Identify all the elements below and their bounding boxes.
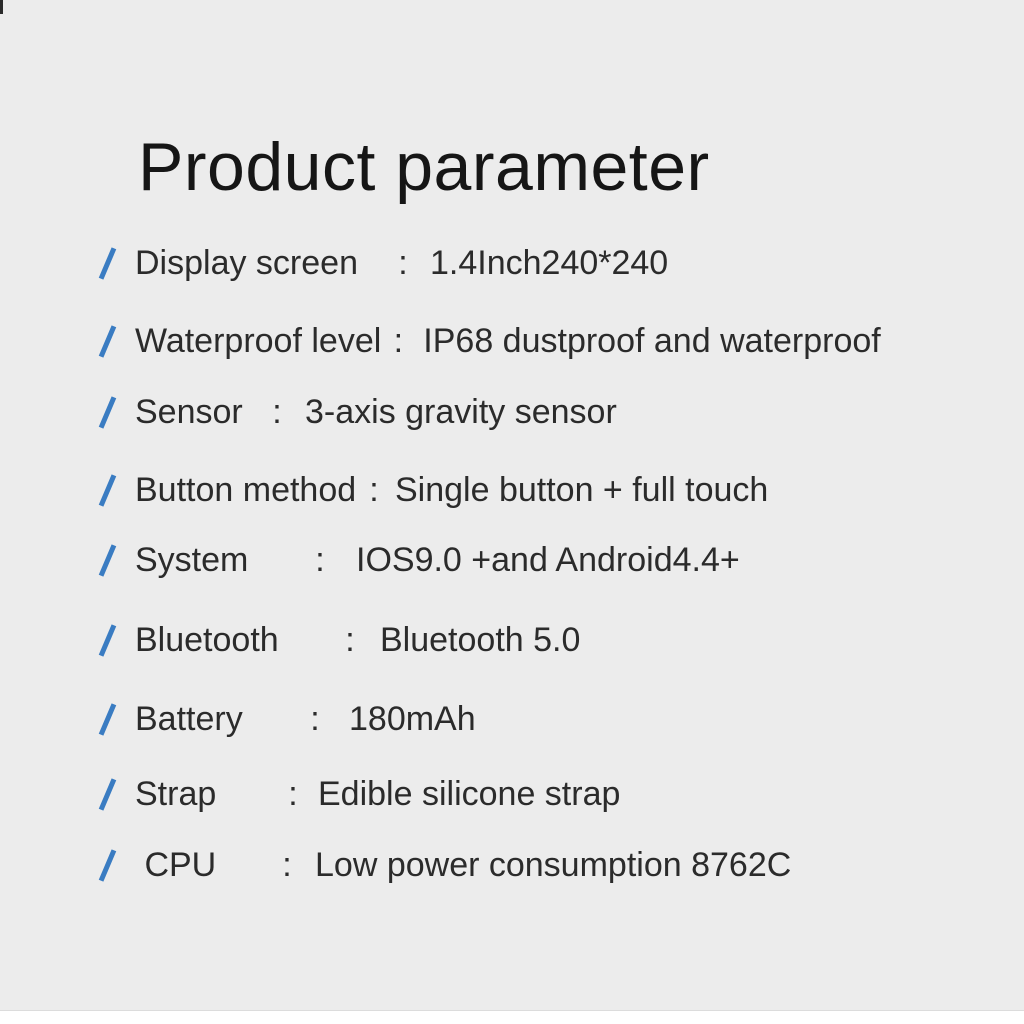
param-value: Bluetooth 5.0 (380, 620, 581, 659)
param-colon: : (272, 392, 282, 431)
slash-icon (95, 394, 119, 430)
param-value: IOS9.0 +and Android4.4+ (356, 540, 740, 579)
param-value: 3-axis gravity sensor (305, 392, 617, 431)
param-row-battery (95, 701, 476, 737)
slash-icon (95, 622, 119, 658)
param-colon: : (310, 699, 320, 738)
param-row-strap (95, 776, 620, 812)
slash-icon (95, 776, 119, 812)
param-row-cpu (95, 847, 791, 883)
slash-icon (95, 323, 119, 359)
param-value: 1.4Inch240*240 (430, 243, 669, 282)
param-label: Sensor (135, 392, 243, 431)
param-row-waterproof-level (95, 323, 881, 359)
param-colon: : (315, 540, 325, 579)
slash-icon (95, 245, 119, 281)
param-value: IP68 dustproof and waterproof (423, 321, 881, 360)
param-colon: : (288, 774, 298, 813)
edge-artifact-mark (0, 0, 3, 14)
param-label: Display screen (135, 243, 358, 282)
param-label: System (135, 540, 249, 579)
param-value: Low power consumption 8762C (315, 845, 792, 884)
param-value: Single button + full touch (395, 470, 769, 509)
param-colon: : (345, 620, 355, 659)
param-value: 180mAh (349, 699, 476, 738)
param-label: Battery (135, 699, 243, 738)
param-label: Bluetooth (135, 620, 279, 659)
page-title: Product parameter (138, 128, 710, 205)
param-row-button-method (95, 472, 768, 508)
param-colon: : (282, 845, 292, 884)
slash-icon (95, 542, 119, 578)
param-label: Strap (135, 774, 217, 813)
param-row-bluetooth (95, 622, 580, 658)
param-row-sensor (95, 394, 617, 430)
slash-icon (95, 701, 119, 737)
slash-icon (95, 472, 119, 508)
param-label: Waterproof level (135, 321, 382, 360)
param-label: Button method (135, 470, 357, 509)
param-colon: : (393, 321, 404, 360)
param-value: Edible silicone strap (318, 774, 621, 813)
param-colon: : (369, 470, 379, 509)
param-colon: : (398, 243, 408, 282)
param-label: CPU (135, 845, 217, 884)
slash-icon (95, 847, 119, 883)
param-row-display-screen (95, 245, 668, 281)
param-row-system (95, 542, 740, 578)
